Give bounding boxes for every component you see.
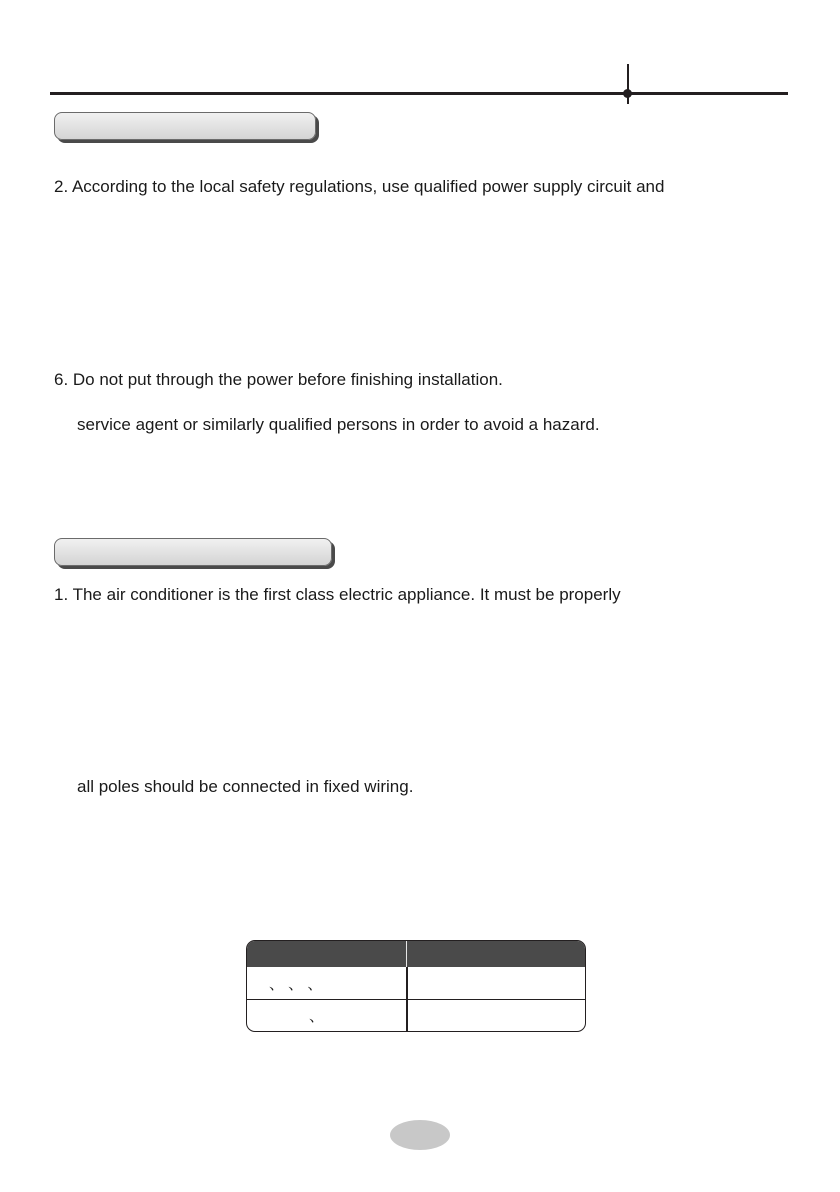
table-row-2-marks: 、 (309, 1008, 325, 1025)
header-dot (623, 89, 632, 98)
section-tab-2 (54, 538, 332, 566)
section2-line-1: 1. The air conditioner is the first class electric appliance. It must be properly (54, 585, 621, 604)
table-row (247, 1000, 585, 1031)
table-header-cell-1 (247, 941, 406, 967)
table-row (247, 967, 585, 1000)
spec-table (246, 940, 586, 1032)
section1-line-1: 2. According to the local safety regulations, use qualified power supply circuit and (54, 177, 665, 196)
header-tick-mark (627, 64, 629, 104)
page-number-badge (390, 1120, 450, 1150)
header-rule (50, 92, 788, 95)
table-header-row (247, 941, 585, 967)
table-row-1-value (408, 967, 586, 999)
table-column-divider (406, 941, 407, 967)
section1-line-3: service agent or similarly qualified persons in order to avoid a hazard. (77, 415, 600, 434)
section2-line-2: all poles should be connected in fixed wiring. (77, 777, 414, 796)
table-row-2-value (408, 1000, 586, 1031)
table-row-1-marks: 、 、 、 (269, 975, 323, 993)
section-tab-1 (54, 112, 316, 140)
table-header-cell-2 (408, 941, 586, 967)
section1-line-2: 6. Do not put through the power before finishing installation. (54, 370, 503, 389)
